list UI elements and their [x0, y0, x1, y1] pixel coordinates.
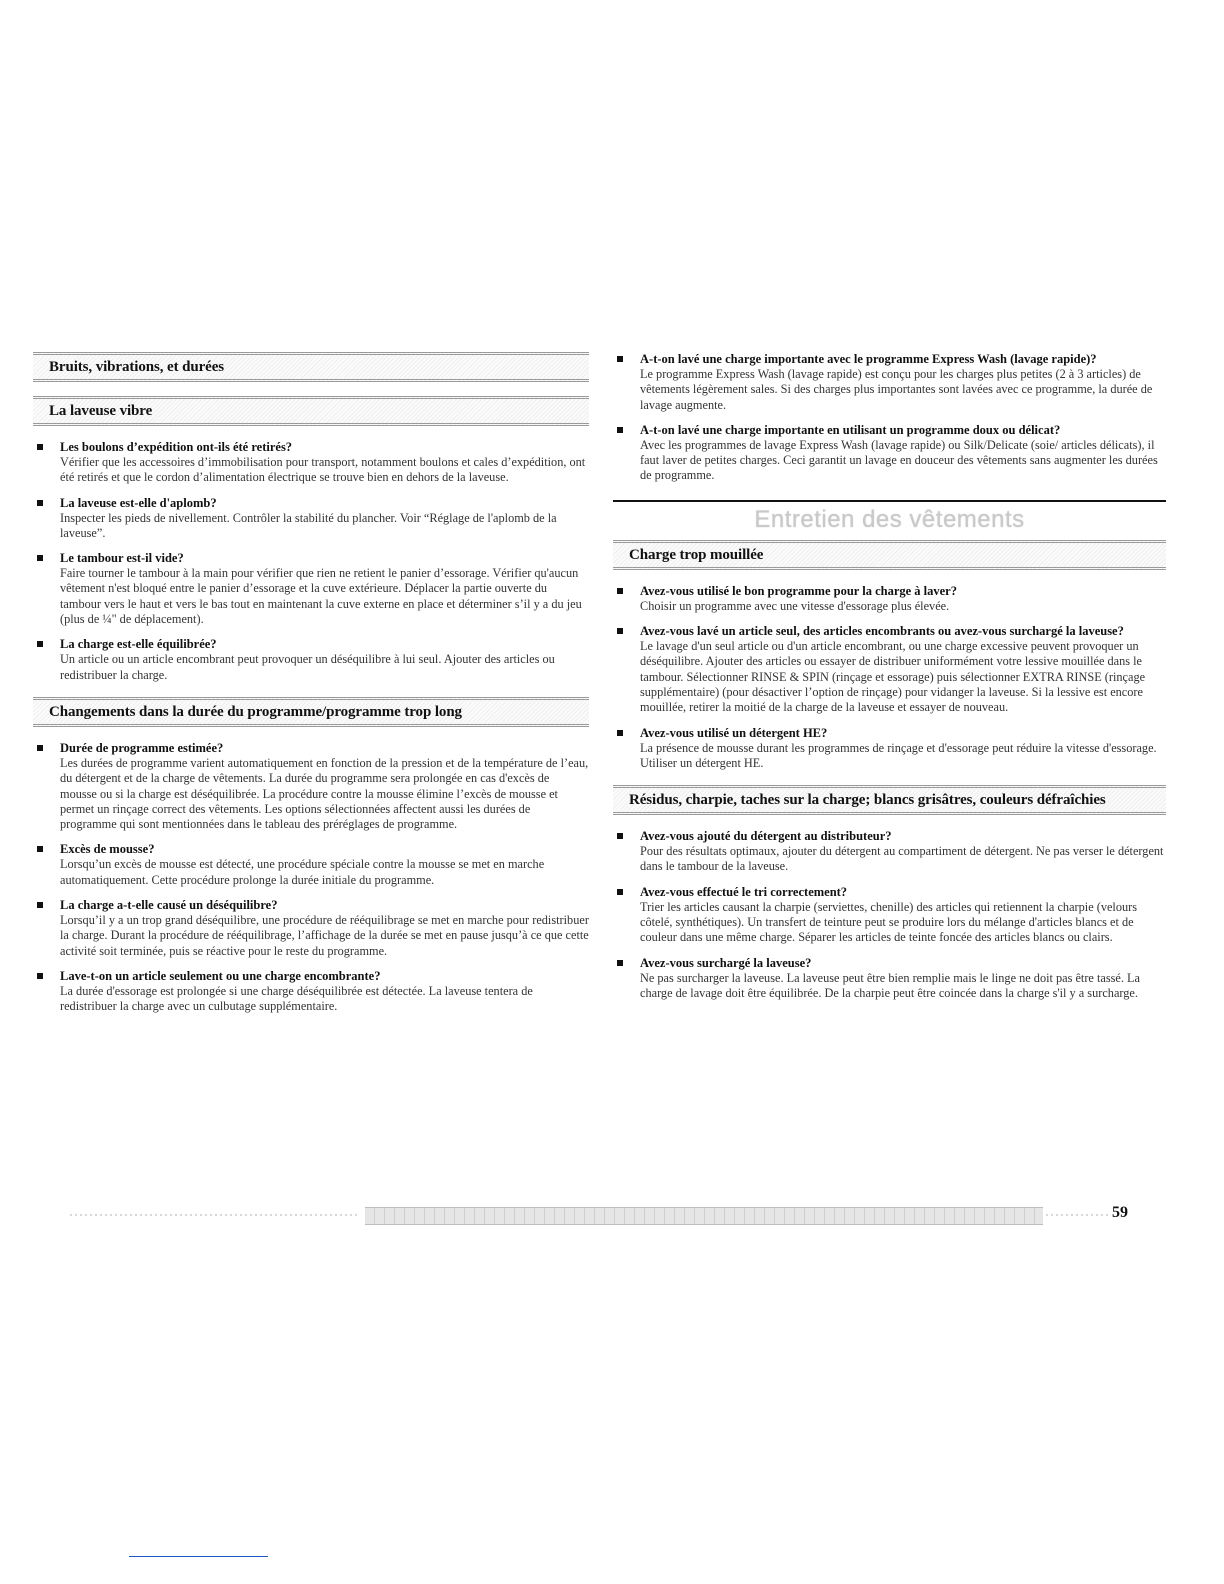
bullet-square-icon: [37, 745, 43, 751]
right-column: [613, 352, 1166, 1011]
faq-item: [33, 496, 589, 542]
faq-question: Avez-vous effectué le tri correctement?: [640, 884, 848, 899]
bullet-square-icon: [617, 889, 623, 895]
bullet-square-icon: [37, 902, 43, 908]
faq-item: [33, 741, 589, 832]
bottom-link-underline: [129, 1556, 268, 1557]
faq-item: [613, 885, 1166, 946]
faq-item: [613, 956, 1166, 1002]
bullet-square-icon: [617, 833, 623, 839]
faq-item: [33, 637, 589, 683]
page-number: 59: [1112, 1204, 1128, 1221]
footer-dotted-rule: [70, 1214, 360, 1216]
bullet-square-icon: [617, 356, 623, 362]
faq-answer: La présence de mousse durant les programmes de rinçage et d'essorage peut réduire la vitesse d'essorage. Utiliser un détergent HE.: [640, 740, 1157, 770]
chapter-title-block: [613, 500, 1166, 534]
faq-question: Lave-t-on un article seulement ou une charge encombrante?: [60, 968, 381, 983]
faq-answer: Un article ou un article encombrant peut provoquer un déséquilibre à lui seul. Ajouter des articles ou redistribuer la charge.: [60, 652, 555, 682]
section-title: Charge trop mouillée: [629, 546, 764, 563]
section-title: La laveuse vibre: [49, 403, 153, 419]
faq-item: [33, 842, 589, 888]
faq-question: Les boulons d’expédition ont-ils été retirés?: [60, 440, 293, 454]
faq-answer: Inspecter les pieds de nivellement. Contrôler la stabilité du plancher. Voir “Réglage de l'aplomb de la laveuse”.: [60, 510, 557, 540]
section-header-washer-vibrates: [33, 396, 589, 426]
faq-question: Avez-vous lavé un article seul, des articles encombrants ou avez-vous surchargé la laveuse?: [640, 624, 1124, 639]
faq-answer: Vérifier que les accessoires d’immobilisation pour transport, notamment boulons et cales d’expédition, ont été retirés et que le cordon d’alimentation électrique se trouve bien en dehors de la laveuse.: [60, 455, 586, 485]
bullet-square-icon: [617, 588, 623, 594]
faq-question: Avez-vous utilisé le bon programme pour la charge à laver?: [640, 583, 957, 598]
bullet-square-icon: [37, 846, 43, 852]
faq-question: Durée de programme estimée?: [60, 740, 224, 755]
faq-answer: Choisir un programme avec une vitesse d'essorage plus élevée.: [640, 598, 950, 613]
faq-question: A-t-on lavé une charge importante en utilisant un programme doux ou délicat?: [640, 422, 1061, 437]
bullet-square-icon: [617, 628, 623, 634]
faq-answer: Avec les programmes de lavage Express Wash (lavage rapide) ou Silk/Delicate (soie/ articles délicats), il faut laver de petites charges. Ceci garantit un lavage en douceur des vêtements sans augmenter les durées de programme.: [640, 437, 1158, 483]
left-column: [33, 352, 589, 1025]
faq-question: La charge a-t-elle causé un déséquilibre?: [60, 898, 278, 913]
bullet-square-icon: [617, 427, 623, 433]
faq-question: Excès de mousse?: [60, 842, 155, 857]
faq-answer: Ne pas surcharger la laveuse. La laveuse peut être bien remplie mais le linge ne doit pas être tassé. La charge de lavage doit être équilibrée. De la charpie peut être coincée dans la charge s'il y a surcharge.: [640, 970, 1140, 1000]
faq-answer: La durée d'essorage est prolongée si une charge déséquilibrée est détectée. La laveuse tentera de redistribuer la charge avec un culbutage supplémentaire.: [60, 983, 533, 1014]
faq-item: [33, 440, 589, 486]
section-header-residue: [613, 785, 1166, 815]
faq-question: Avez-vous ajouté du détergent au distributeur?: [640, 829, 892, 844]
faq-answer: Pour des résultats optimaux, ajouter du détergent au compartiment de détergent. Ne pas verser le détergent dans le tambour de la laveuse.: [640, 844, 1164, 874]
faq-item: [613, 726, 1166, 772]
bullet-square-icon: [37, 973, 43, 979]
faq-item: [613, 423, 1166, 484]
faq-item: [613, 352, 1166, 413]
footer-dotted-rule: [1046, 1214, 1108, 1216]
faq-question: Le tambour est-il vide?: [60, 551, 184, 566]
section-header-cycle-time: [33, 697, 589, 727]
bullet-square-icon: [37, 641, 43, 647]
footer-band: [365, 1207, 1043, 1225]
faq-answer: Les durées de programme varient automatiquement en fonction de la pression et de la température de l’eau, du détergent et de la charge de vêtements. La durée du programme sera prolongée en cas d'excès de mousse ou si la charge est déséquilibrée. La procédure contre la mousse élimine l’excès de mousse et permet un rinçage correct des vêtements. Les options sélectionnées affectent aussi les durées de programme qui sont mentionnées dans le tableau des préréglages de programme.: [60, 755, 589, 832]
faq-item: [33, 969, 589, 1015]
section-title: Bruits, vibrations, et durées: [49, 359, 225, 375]
faq-answer: Trier les articles causant la charpie (serviettes, chenille) des articles qui retiennent la charpie (velours côtelé, synthétiques). Un transfert de teinture peut se produire lors du mélange d'articles blancs et de couleur dans une même charge. Séparer les articles de teinte foncée des articles blancs ou clairs.: [640, 899, 1138, 945]
faq-item: [613, 829, 1166, 875]
section-title: Changements dans la durée du programme/programme trop long: [49, 703, 462, 720]
bullet-square-icon: [617, 730, 623, 736]
bullet-square-icon: [37, 500, 43, 506]
faq-answer: Faire tourner le tambour à la main pour vérifier que rien ne retient le panier d’essorage. Vérifier qu'aucun vêtement n'est bloqué entre le panier d’essorage et la cuve extérieure. Déplacer la partie ouverte du tambour vers le haut et vers le bas tout en maintenant la cuve externe en place et déterminer s’il y a du jeu (plus de ¼" de déplacement).: [60, 566, 582, 627]
faq-item: [33, 551, 589, 627]
faq-answer: Lorsqu’un excès de mousse est détecté, une procédure spéciale contre la mousse se met en marche automatiquement. Cette procédure prolonge la durée initiale du programme.: [60, 857, 545, 887]
faq-item: [33, 898, 589, 959]
bullet-square-icon: [37, 555, 43, 561]
faq-question: La laveuse est-elle d'aplomb?: [60, 495, 217, 510]
chapter-title: Entretien des vêtements: [754, 505, 1025, 533]
bullet-square-icon: [617, 960, 623, 966]
faq-answer: Le lavage d'un seul article ou d'un article encombrant, ou une charge excessive peuvent provoquer un déséquilibre. Ajouter des articles ou essayer de distribuer uniformément votre lessive mouillée dans le tambour. Sélectionner RINSE & SPIN (rinçage et essorage) puis sélectionner EXTRA RINSE (rinçage supplémentaire) (pour désactiver l’option de rinçage) pour vidanger la laveuse. Si la lessive est encore mouillée, retirer la moitié de la charge de la laveuse et essayer de nouveau.: [640, 639, 1146, 715]
section-title: Résidus, charpie, taches sur la charge; blancs grisâtres, couleurs défraîchies: [629, 792, 1106, 809]
section-header-too-wet: [613, 540, 1166, 570]
faq-answer: Le programme Express Wash (lavage rapide) est conçu pour les charges plus petites (2 à 3 articles) de vêtements légèrement sales. Si des charges plus importantes sont lavées avec ce programme, la durée de lavage augmente.: [640, 367, 1153, 412]
faq-question: Avez-vous surchargé la laveuse?: [640, 955, 812, 970]
faq-question: La charge est-elle équilibrée?: [60, 637, 217, 652]
faq-answer: Lorsqu’il y a un trop grand déséquilibre, une procédure de rééquilibrage se met en marche pour redistribuer la charge. Durant la procédure de rééquilibrage, l’affichage de la durée se met en pause jusqu’à ce que cette activité soit terminée, puis se réactive pour le reste du programme.: [60, 913, 589, 958]
faq-item: [613, 584, 1166, 614]
faq-question: A-t-on lavé une charge importante avec le programme Express Wash (lavage rapide)?: [640, 352, 1097, 366]
bullet-square-icon: [37, 444, 43, 450]
section-header-noises: [33, 352, 589, 382]
faq-item: [613, 624, 1166, 715]
faq-question: Avez-vous utilisé un détergent HE?: [640, 725, 828, 740]
